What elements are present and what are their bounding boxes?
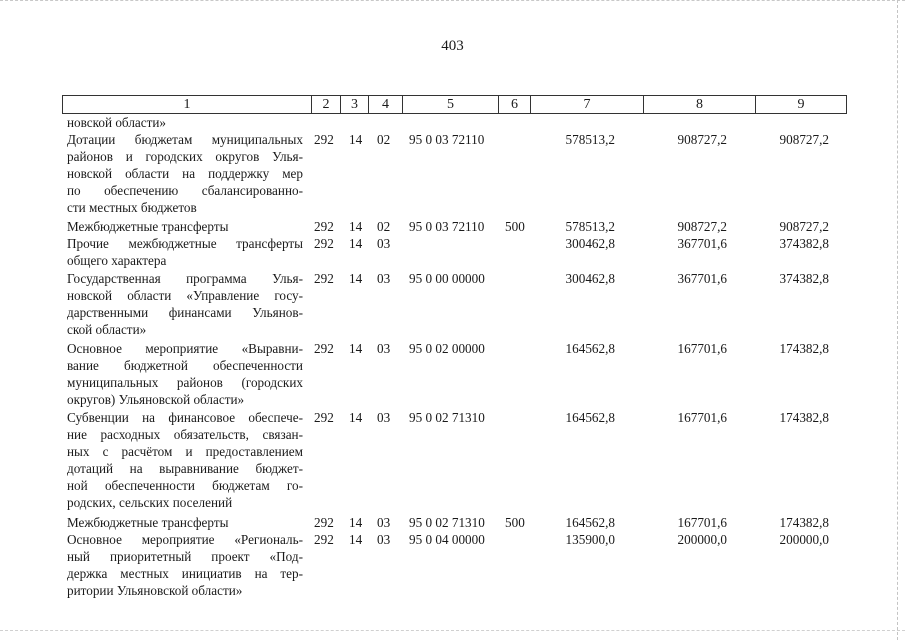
row-name-line: держка местных инициатив на тер- xyxy=(67,566,303,581)
row-name-line: ной обеспеченности бюджетам го- xyxy=(67,478,303,493)
cell-subsection: 03 xyxy=(377,236,391,251)
cell-amount-col9: 908727,2 xyxy=(779,132,829,147)
cell-amount-col8: 167701,6 xyxy=(677,515,727,530)
row-name xyxy=(67,531,303,599)
cell-amount-col7: 300462,8 xyxy=(565,271,615,286)
row-name-line: ской области» xyxy=(67,322,147,337)
cell-amount-col9: 374382,8 xyxy=(779,271,829,286)
cell-amount-col7: 164562,8 xyxy=(565,515,615,530)
row-name-line: Основное мероприятие «Выравни- xyxy=(67,341,303,356)
cell-amount-col8: 167701,6 xyxy=(677,341,727,356)
scan-edge-top xyxy=(0,0,905,4)
cell-target-article: 95 0 04 00000 xyxy=(409,532,485,547)
cell-admin-code: 292 xyxy=(314,219,334,234)
header-col-1: 1 xyxy=(183,97,191,112)
cell-target-article: 95 0 02 71310 xyxy=(409,515,485,530)
cell-admin-code: 292 xyxy=(314,236,334,251)
cell-section: 14 xyxy=(349,410,363,425)
row-name-line: вание бюджетной обеспеченности xyxy=(67,358,303,373)
cell-target-article: 95 0 02 71310 xyxy=(409,410,485,425)
page-number: 403 xyxy=(441,38,464,54)
cell-admin-code: 292 xyxy=(314,532,334,547)
cell-section: 14 xyxy=(349,341,363,356)
cell-admin-code: 292 xyxy=(314,341,334,356)
cell-amount-col7: 578513,2 xyxy=(565,219,615,234)
cell-amount-col8: 367701,6 xyxy=(677,236,727,251)
cell-admin-code: 292 xyxy=(314,410,334,425)
row-name-line: Основное мероприятие «Региональ- xyxy=(67,532,303,547)
cell-target-article: 95 0 02 00000 xyxy=(409,341,485,356)
row-name-line: новской области «Управление госу- xyxy=(67,288,303,303)
cell-target-article: 95 0 03 72110 xyxy=(409,132,485,147)
header-col-9: 9 xyxy=(755,96,846,113)
row-name-line: ние расходных обязательств, связан- xyxy=(67,427,303,442)
header-col-5: 5 xyxy=(402,96,498,113)
table-body xyxy=(0,114,905,624)
header-col-8: 8 xyxy=(643,96,755,113)
row-name xyxy=(67,340,303,408)
row-name-line: ных с расчётом и предоставлением xyxy=(67,444,303,459)
cell-amount-col9: 908727,2 xyxy=(779,219,829,234)
row-name xyxy=(67,114,303,131)
cell-target-article: 95 0 03 72110 xyxy=(409,219,485,234)
row-name-line: новской области на поддержку мер xyxy=(67,166,303,181)
cell-amount-col9: 174382,8 xyxy=(779,341,829,356)
cell-section: 14 xyxy=(349,132,363,147)
cell-amount-col7: 135900,0 xyxy=(565,532,615,547)
row-name xyxy=(67,131,303,216)
cell-amount-col8: 167701,6 xyxy=(677,410,727,425)
header-col-2: 2 xyxy=(311,96,340,113)
cell-section: 14 xyxy=(349,271,363,286)
row-name xyxy=(67,218,303,235)
cell-amount-col8: 367701,6 xyxy=(677,271,727,286)
row-name-line: ный приоритетный проект «Под- xyxy=(67,549,303,564)
cell-expense-type: 500 xyxy=(505,515,525,530)
header-col-6: 6 xyxy=(498,96,530,113)
row-name-line: новской области» xyxy=(67,115,167,130)
cell-subsection: 03 xyxy=(377,271,391,286)
header-col-7: 7 xyxy=(530,96,643,113)
row-name-line: родских, сельских поселений xyxy=(67,495,233,510)
row-name-line: Прочие межбюджетные трансферты xyxy=(67,236,303,251)
cell-amount-col7: 164562,8 xyxy=(565,410,615,425)
cell-section: 14 xyxy=(349,515,363,530)
row-name-line: Субвенции на финансовое обеспече- xyxy=(67,410,303,425)
row-name-line: дотаций на выравнивание бюджет- xyxy=(67,461,303,476)
cell-expense-type: 500 xyxy=(505,219,525,234)
row-name-line: Государственная программа Улья- xyxy=(67,271,303,286)
row-name-line: общего характера xyxy=(67,253,167,268)
cell-subsection: 03 xyxy=(377,532,391,547)
row-name-line: Дотации бюджетам муниципальных xyxy=(67,132,303,147)
cell-amount-col7: 300462,8 xyxy=(565,236,615,251)
cell-target-article: 95 0 00 00000 xyxy=(409,271,485,286)
header-col-3: 3 xyxy=(340,96,368,113)
cell-amount-col8: 908727,2 xyxy=(677,132,727,147)
row-name-line: муниципальных районов (городских xyxy=(67,375,303,390)
row-name-line: районов и городских округов Улья- xyxy=(67,149,303,164)
cell-section: 14 xyxy=(349,236,363,251)
cell-admin-code: 292 xyxy=(314,271,334,286)
cell-amount-col9: 374382,8 xyxy=(779,236,829,251)
row-name xyxy=(67,270,303,338)
row-name-line: дарственными финансами Ульянов- xyxy=(67,305,303,320)
row-name-line: округов) Ульяновской области» xyxy=(67,392,245,407)
cell-amount-col8: 908727,2 xyxy=(677,219,727,234)
cell-amount-col8: 200000,0 xyxy=(677,532,727,547)
cell-subsection: 03 xyxy=(377,410,391,425)
cell-subsection: 03 xyxy=(377,341,391,356)
cell-subsection: 03 xyxy=(377,515,391,530)
row-name-line: сти местных бюджетов xyxy=(67,200,197,215)
cell-admin-code: 292 xyxy=(314,132,334,147)
row-name-line: по обеспечению сбалансированно- xyxy=(67,183,303,198)
cell-subsection: 02 xyxy=(377,219,391,234)
cell-amount-col7: 578513,2 xyxy=(565,132,615,147)
cell-section: 14 xyxy=(349,219,363,234)
table-header xyxy=(62,95,847,114)
row-name-line: Межбюджетные трансферты xyxy=(67,515,229,530)
cell-amount-col9: 174382,8 xyxy=(779,410,829,425)
row-name xyxy=(67,409,303,511)
row-name-line: ритории Ульяновской области» xyxy=(67,583,243,598)
row-name xyxy=(67,514,303,531)
cell-section: 14 xyxy=(349,532,363,547)
scan-edge-bottom xyxy=(0,630,905,633)
row-name-line: Межбюджетные трансферты xyxy=(67,219,229,234)
cell-amount-col9: 174382,8 xyxy=(779,515,829,530)
cell-amount-col9: 200000,0 xyxy=(779,532,829,547)
cell-amount-col7: 164562,8 xyxy=(565,341,615,356)
cell-subsection: 02 xyxy=(377,132,391,147)
row-name xyxy=(67,235,303,269)
header-col-4: 4 xyxy=(368,96,402,113)
cell-admin-code: 292 xyxy=(314,515,334,530)
